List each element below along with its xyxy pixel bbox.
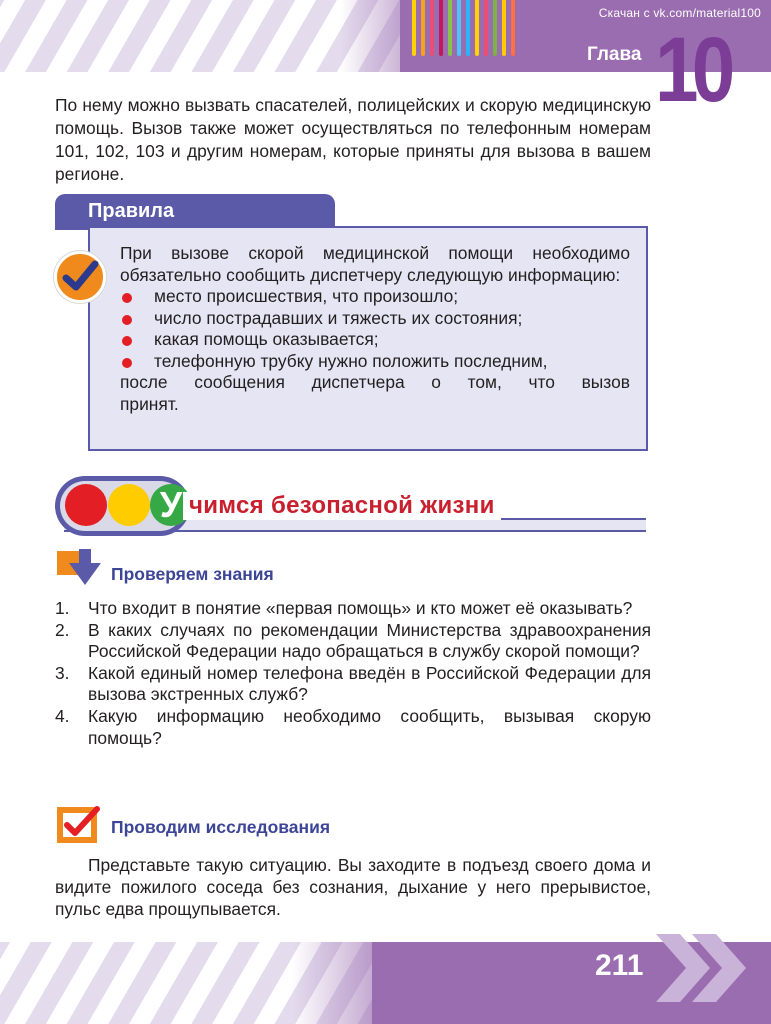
rules-list-item: телефонную трубку нужно положить последним,: [120, 351, 630, 373]
color-bar: [439, 0, 443, 56]
question-item: [55, 598, 651, 620]
question-item: [55, 663, 651, 706]
green-light-letter: У: [150, 484, 192, 526]
yellow-light-icon: [108, 484, 150, 526]
source-note: Скачан с vk.com/material100: [598, 6, 761, 20]
red-light-icon: [65, 484, 107, 526]
color-bar: [493, 0, 497, 56]
questions-list: [55, 598, 651, 749]
rules-tail-end: принят.: [120, 393, 179, 414]
decorative-color-bars: [412, 0, 515, 56]
research-title: Проводим исследования: [111, 817, 331, 837]
color-bar: [448, 0, 452, 56]
color-bar: [457, 0, 461, 56]
chapter-label: Глава: [587, 44, 642, 65]
rules-list-item: число пострадавших и тяжесть их состояния;: [120, 308, 630, 330]
question-number: 3.: [55, 662, 70, 683]
question-item: [55, 706, 651, 749]
color-bar: [430, 0, 434, 56]
color-bar: [484, 0, 488, 56]
checkmark-badge: [54, 251, 106, 303]
double-chevron-right-icon: [652, 928, 752, 1008]
color-bar: [475, 0, 479, 56]
intro-paragraph: По нему можно вызвать спасателей, полицейских и скорую медицинскую помощь. Вызов также может осуществляться по телефонным номерам 101, 102, 103 и другим номерам, которые приняты для вызова в вашем регионе.: [55, 95, 651, 184]
question-text: Какую информацию необходимо сообщить, вызывая скорую помощь?: [88, 705, 651, 748]
banner-title: чимся безопасной жизни: [183, 492, 501, 520]
checkmark-icon: [57, 254, 103, 300]
color-bar: [502, 0, 506, 56]
color-bar: [466, 0, 470, 56]
rules-tail: [120, 372, 630, 415]
question-number: 1.: [55, 598, 70, 618]
color-bar: [421, 0, 425, 56]
arrow-down-icon: [57, 549, 103, 589]
page-number: 211: [595, 949, 644, 982]
research-paragraph: Представьте такую ситуацию. Вы заходите в подъезд своего дома и видите пожилого соседа без сознания, дыхание у него прерывистое, пульс едва прощупывается.: [55, 855, 651, 919]
question-text: В каких случаях по рекомендации Министерства здравоохранения Российской Федерации надо обращаться в службу скорой помощи?: [88, 619, 651, 662]
rules-list: [120, 286, 630, 372]
checkbox-icon: [57, 805, 103, 845]
rules-tail-line: после сообщения диспетчера о том, что вызов: [120, 372, 630, 392]
rules-intro: При вызове скорой медицинской помощи необходимо обязательно сообщить диспетчеру следующую информацию:: [120, 243, 630, 285]
question-number: 2.: [55, 619, 70, 640]
color-bar: [412, 0, 416, 56]
rules-title: Правила: [88, 200, 175, 222]
rules-list-item: какая помощь оказывается;: [120, 329, 630, 351]
question-text: Какой единый номер телефона введён в Российской Федерации для вызова экстренных служб?: [88, 662, 651, 705]
question-text: Что входит в понятие «первая помощь» и кто может её оказывать?: [88, 598, 633, 618]
question-item: [55, 620, 651, 663]
rules-content: [120, 243, 630, 415]
chapter-number: 10: [655, 19, 729, 121]
question-number: 4.: [55, 705, 70, 726]
check-knowledge-title: Проверяем знания: [111, 564, 274, 584]
rules-list-item: место происшествия, что произошло;: [120, 286, 630, 308]
color-bar: [511, 0, 515, 56]
